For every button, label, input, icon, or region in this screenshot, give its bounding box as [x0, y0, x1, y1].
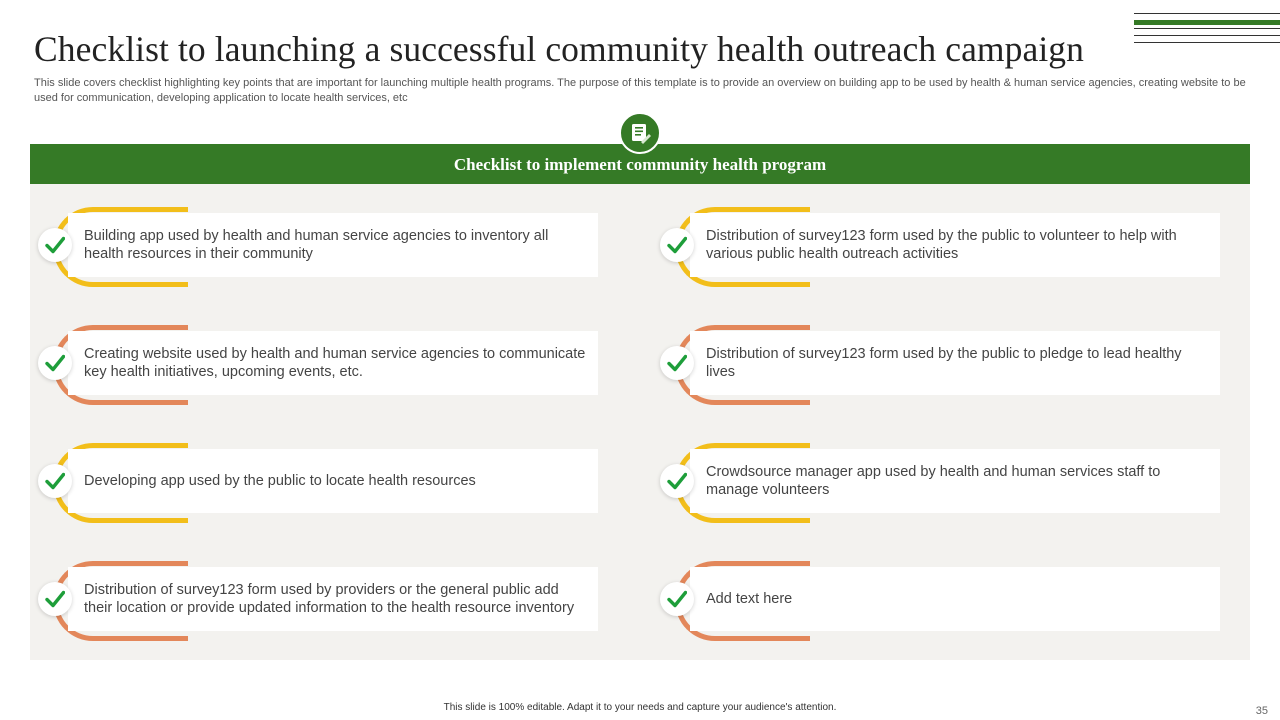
- item-card: [68, 567, 598, 631]
- checklist-item: [660, 443, 1230, 523]
- checklist-item: [660, 561, 1230, 641]
- item-text: Distribution of survey123 form used by the public to volunteer to help with various public health outreach activities: [706, 228, 1177, 262]
- item-card: [68, 331, 598, 395]
- item-card: [68, 213, 598, 277]
- item-card: [690, 449, 1220, 513]
- checkmark-icon: [660, 464, 694, 498]
- checklist-banner: Checklist to implement community health program: [30, 144, 1250, 184]
- checklist-document-icon: [619, 112, 661, 154]
- checkmark-icon: [38, 464, 72, 498]
- item-text: Add text here: [706, 591, 793, 607]
- checkmark-icon: [660, 346, 694, 380]
- checklist-item: [38, 561, 608, 641]
- item-card: [690, 213, 1220, 277]
- item-text: Distribution of survey123 form used by the public to pledge to lead healthy lives: [706, 346, 1182, 380]
- checkmark-icon: [660, 228, 694, 262]
- item-card: [68, 449, 598, 513]
- item-text: Crowdsource manager app used by health and human services staff to manage volunteers: [706, 464, 1161, 498]
- checkmark-icon: [660, 582, 694, 616]
- item-text: Developing app used by the public to locate health resources: [84, 473, 476, 489]
- checklist-item: [660, 207, 1230, 287]
- item-text: Distribution of survey123 form used by providers or the general public add their location or provide updated information to the health resource inventory: [84, 582, 575, 616]
- page-number: 35: [1255, 705, 1268, 717]
- checkmark-icon: [38, 582, 72, 616]
- checklist-item: [660, 325, 1230, 405]
- checkmark-icon: [38, 228, 72, 262]
- item-card: [690, 567, 1220, 631]
- item-card: [690, 331, 1220, 395]
- checkmark-icon: [38, 346, 72, 380]
- checklist-item: [38, 207, 608, 287]
- checklist-item: [38, 325, 608, 405]
- checklist-item: [38, 443, 608, 523]
- item-text: Creating website used by health and human service agencies to communicate key health initiatives, upcoming events, etc.: [84, 346, 586, 380]
- slide-footer-note: This slide is 100% editable. Adapt it to your needs and capture your audience's attention.: [443, 702, 837, 713]
- slide-title: Checklist to launching a successful community health outreach campaign: [34, 29, 1085, 69]
- slide-subtitle: This slide covers checklist highlighting key points that are important for launching multiple health programs. The purpose of this template is to provide an overview on building app to be used by health & human service agencies, creating website to be used for communication, developing application to locate health services, etc: [34, 77, 1246, 104]
- item-text: Building app used by health and human service agencies to inventory all health resources in their community: [84, 228, 549, 262]
